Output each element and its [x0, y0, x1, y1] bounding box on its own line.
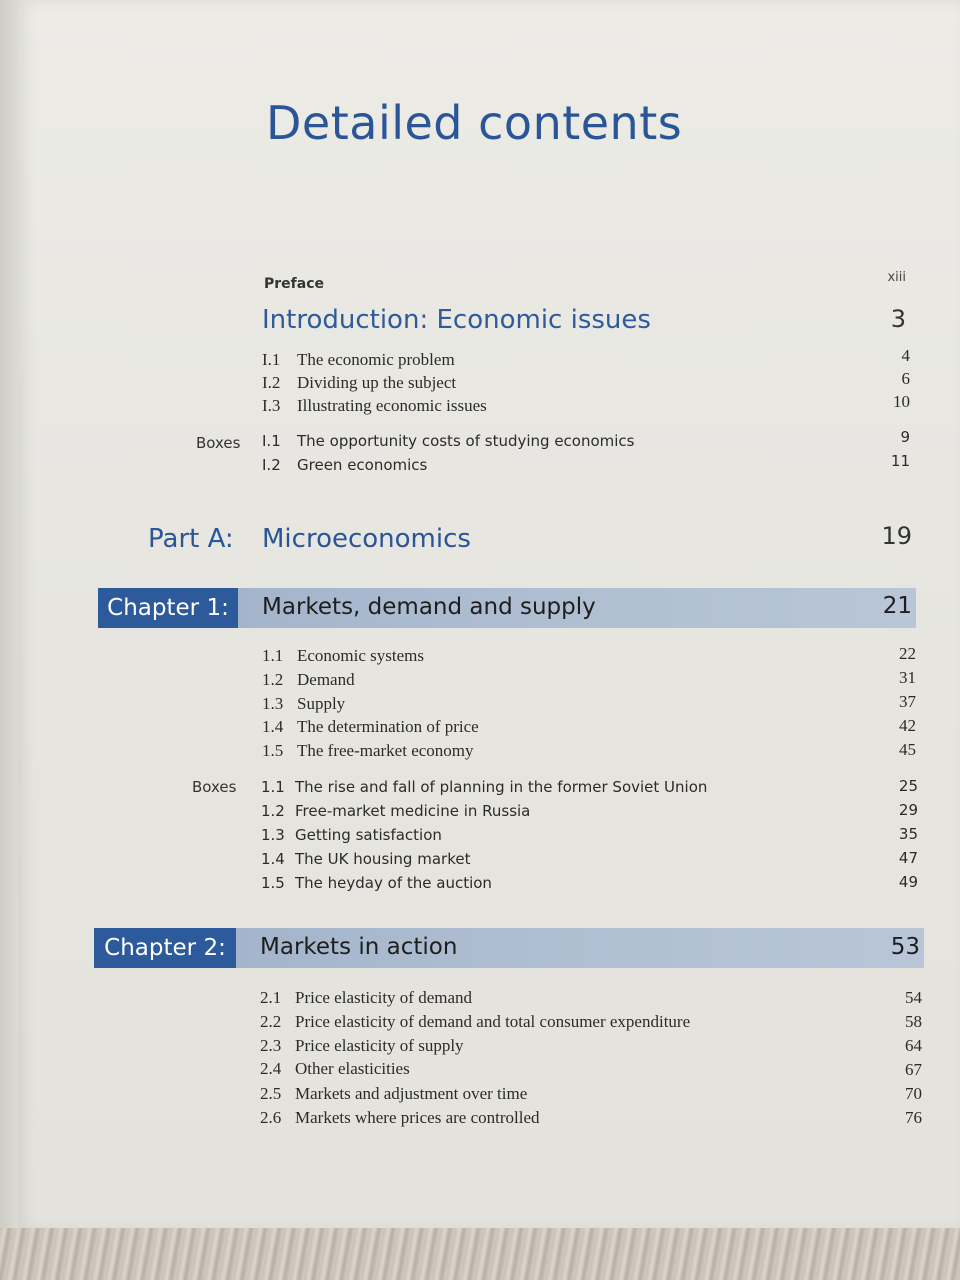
chapter-1-page: 21 [882, 593, 912, 619]
section-title: Markets where prices are controlled [295, 1108, 540, 1127]
section-title: Other elasticities [295, 1059, 410, 1078]
section-page: 42 [899, 716, 916, 735]
section-page: 45 [899, 740, 916, 759]
section-title: The determination of price [297, 717, 479, 736]
preface-page: xiii [887, 270, 906, 285]
section-number: I.1 [262, 350, 281, 369]
section-number: 1.4 [262, 717, 284, 736]
section-page: 70 [905, 1084, 922, 1103]
section-page: 22 [899, 644, 916, 663]
section-number: 2.1 [260, 988, 282, 1007]
boxes-label: Boxes [192, 778, 237, 796]
box-page: 25 [898, 777, 918, 795]
facing-page-edge [0, 0, 18, 1232]
box-number: 1.2 [261, 802, 285, 820]
section-number: I.2 [262, 373, 281, 392]
box-number: 1.4 [261, 850, 285, 868]
box-number: 1.1 [261, 778, 285, 796]
box-page: 9 [900, 428, 910, 446]
section-page: 54 [905, 988, 922, 1007]
section-title: Illustrating economic issues [297, 396, 487, 415]
section-number: 1.1 [262, 646, 284, 665]
part-a-title: Microeconomics [262, 524, 471, 554]
box-number: 1.5 [261, 874, 285, 892]
box-number: 1.3 [261, 826, 285, 844]
section-number: 2.5 [260, 1084, 282, 1103]
box-page: 29 [898, 801, 918, 819]
section-title: Demand [297, 670, 355, 689]
box-page: 47 [898, 849, 918, 867]
background-surface [0, 1228, 960, 1280]
section-number: 2.4 [260, 1059, 282, 1078]
section-number: 2.3 [260, 1036, 282, 1055]
section-page: 58 [905, 1012, 922, 1031]
chapter-1-title: Markets, demand and supply [262, 594, 596, 620]
section-page: 10 [893, 392, 910, 411]
section-title: Economic systems [297, 646, 425, 665]
section-page: 64 [905, 1036, 922, 1055]
section-title: The economic problem [297, 350, 455, 369]
box-number: I.2 [262, 456, 281, 474]
chapter-2-label: Chapter 2: [94, 928, 236, 968]
section-page: 6 [901, 369, 910, 388]
section-title: Markets and adjustment over time [295, 1084, 528, 1103]
part-a-page: 19 [881, 522, 912, 550]
box-title: Getting satisfaction [295, 826, 442, 844]
page-title: Detailed contents [266, 96, 683, 150]
part-a-label: Part A: [148, 524, 234, 554]
chapter-2-title: Markets in action [260, 934, 458, 960]
section-number: 1.3 [262, 694, 284, 713]
section-number: I.3 [262, 396, 281, 415]
section-title: Price elasticity of supply [295, 1036, 464, 1055]
section-page: 67 [905, 1060, 922, 1079]
box-number: I.1 [262, 432, 281, 450]
section-number: 2.6 [260, 1108, 282, 1127]
box-title: The rise and fall of planning in the former Soviet Union [295, 778, 708, 796]
introduction-page: 3 [890, 305, 906, 333]
section-title: Price elasticity of demand and total consumer expenditure [295, 1012, 691, 1031]
section-title: The free-market economy [297, 741, 474, 760]
box-title: Green economics [297, 456, 428, 474]
section-title: Price elasticity of demand [295, 988, 473, 1007]
section-page: 76 [905, 1108, 922, 1127]
section-number: 2.2 [260, 1012, 282, 1031]
preface-label: Preface [264, 276, 324, 292]
box-title: The UK housing market [295, 850, 471, 868]
section-number: 1.5 [262, 741, 284, 760]
section-title: Dividing up the subject [297, 373, 457, 392]
boxes-label: Boxes [196, 434, 241, 452]
section-title: Supply [297, 694, 346, 713]
introduction-heading: Introduction: Economic issues [262, 305, 651, 335]
box-page: 35 [898, 825, 918, 843]
box-title: Free-market medicine in Russia [295, 802, 531, 820]
section-page: 4 [901, 346, 910, 365]
section-page: 31 [899, 668, 916, 687]
box-page: 49 [898, 873, 918, 891]
section-number: 1.2 [262, 670, 284, 689]
chapter-2-page: 53 [890, 934, 920, 960]
box-page: 11 [890, 452, 910, 470]
box-title: The heyday of the auction [295, 874, 492, 892]
section-page: 37 [899, 692, 916, 711]
box-title: The opportunity costs of studying economics [297, 432, 635, 450]
chapter-1-label: Chapter 1: [98, 588, 238, 628]
